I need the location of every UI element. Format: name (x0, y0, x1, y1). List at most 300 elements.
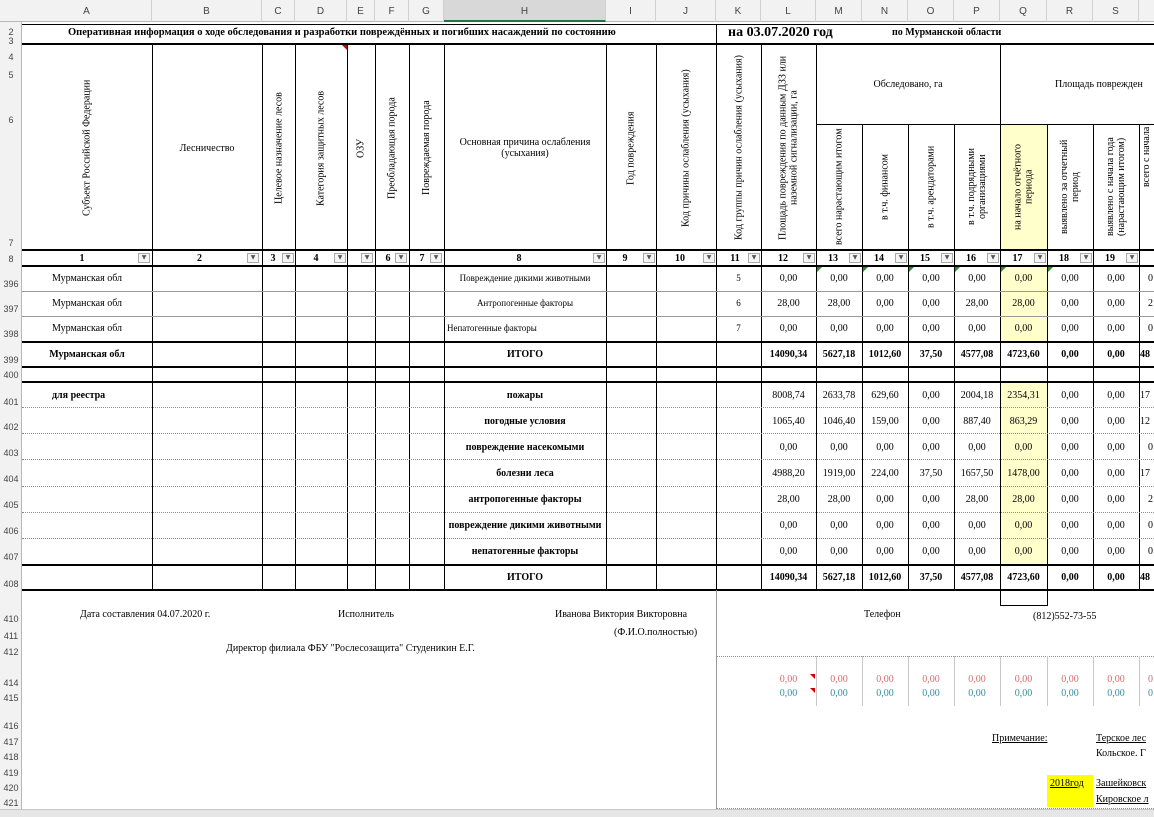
column-header-S[interactable]: S (1093, 0, 1139, 22)
cell-marker (1048, 267, 1053, 272)
cell-value[interactable]: 0,00 (1061, 323, 1079, 334)
row-number[interactable]: 420 (3, 783, 19, 793)
grid-line (375, 44, 376, 590)
check-cell[interactable]: 0,00 (968, 674, 986, 685)
cell-value[interactable]: 0,00 (1107, 545, 1125, 557)
cell-value[interactable]: 1065,40 (772, 415, 805, 427)
grid-line (347, 44, 348, 590)
cell-value[interactable]: 4577,08 (960, 571, 994, 583)
cell-value[interactable]: 0,00 (1107, 415, 1125, 427)
cell-value[interactable]: 0,00 (876, 545, 894, 557)
cell-value[interactable]: 0,00 (830, 545, 848, 557)
row-number[interactable]: 419 (3, 768, 19, 778)
column-header-Q[interactable]: Q (1000, 0, 1047, 22)
cell-value[interactable]: 1012,60 (868, 348, 902, 360)
cell-value[interactable]: 28,00 (777, 493, 800, 505)
grid-line (262, 44, 263, 590)
cell-value[interactable]: 28,00 (1012, 493, 1035, 505)
check-cell[interactable]: 0 (1148, 688, 1153, 699)
check-cell[interactable]: 0,00 (1107, 674, 1125, 685)
grid-line (1047, 656, 1048, 706)
cell-value[interactable]: 0 (1148, 323, 1153, 334)
row-number[interactable]: 2 (8, 27, 14, 37)
check-cell[interactable]: 0,00 (1061, 688, 1079, 699)
column-header-M[interactable]: M (816, 0, 862, 22)
column-header-I[interactable]: I (606, 0, 656, 22)
column-header-B[interactable]: B (152, 0, 262, 22)
filter-dropdown-button[interactable]: ▼ (643, 253, 655, 263)
grid-line (1000, 656, 1001, 706)
footer-executor-label: Исполнитель (338, 609, 394, 620)
row-number[interactable]: 399 (3, 355, 19, 365)
filter-dropdown-button[interactable]: ▼ (334, 253, 346, 263)
cell-value[interactable]: 1478,00 (1007, 467, 1040, 479)
cell-value[interactable]: 0,00 (1014, 323, 1033, 334)
check-cell[interactable]: 0 (1148, 674, 1153, 685)
filter-dropdown-button[interactable]: ▼ (247, 253, 259, 263)
cell-value[interactable]: 0,00 (1107, 273, 1125, 284)
cell-value[interactable]: 0,00 (922, 273, 940, 284)
cell-value[interactable]: 863,29 (1009, 415, 1038, 427)
cell-value[interactable]: 0,00 (922, 519, 940, 531)
cell-value[interactable]: 0,00 (1061, 415, 1079, 427)
cell-value[interactable]: 48 (1140, 571, 1150, 583)
cell-value[interactable]: 37,50 (919, 348, 943, 360)
grid-line (1139, 656, 1140, 706)
column-header-N[interactable]: N (862, 0, 908, 22)
cell-value[interactable]: 4723,60 (1007, 571, 1040, 583)
filter-dropdown-button[interactable]: ▼ (395, 253, 407, 263)
grid-line (22, 43, 1154, 45)
header-damage-area: Площадь поврежден (1055, 78, 1143, 90)
cell-value[interactable]: 0,00 (779, 273, 798, 284)
column-header-C[interactable]: C (262, 0, 295, 22)
column-header-H[interactable]: H (444, 0, 606, 22)
row-number[interactable]: 405 (3, 500, 19, 510)
cell-value[interactable]: 2633,78 (822, 389, 856, 401)
cell-value[interactable]: 0,00 (1107, 467, 1125, 479)
cell-value[interactable]: 0,00 (1061, 441, 1079, 453)
filter-dropdown-button[interactable]: ▼ (803, 253, 815, 263)
row-number[interactable]: 407 (3, 552, 19, 562)
footer-phone: (812)552-73-55 (1033, 611, 1097, 622)
header-financed: в т.ч. финансом (879, 154, 891, 220)
column-header-R[interactable]: R (1047, 0, 1093, 22)
cell-value[interactable]: 0,00 (876, 441, 894, 453)
cell-value[interactable]: 1012,60 (868, 571, 902, 583)
registry-label[interactable]: для реестра (52, 389, 106, 401)
cell-value[interactable]: 0,00 (968, 545, 986, 557)
header-contract: в т.ч. подрядными организациями (966, 148, 988, 226)
cell-cause[interactable]: непатогенные факторы (471, 545, 579, 557)
column-header-O[interactable]: O (908, 0, 954, 22)
grid-line (816, 656, 817, 706)
col-number: 10 (675, 252, 685, 264)
grid-line (409, 44, 410, 590)
note-zash[interactable]: Зашейковск (1096, 778, 1147, 789)
cell-value[interactable]: 0,00 (1014, 273, 1033, 284)
cell-value[interactable]: 0,00 (1061, 467, 1079, 479)
cell-value[interactable]: 0 (1148, 545, 1153, 557)
cell-value[interactable]: 28,00 (827, 298, 851, 309)
cell-value[interactable]: 0,00 (922, 389, 940, 401)
cell-value[interactable]: 0,00 (1107, 441, 1125, 453)
grid-line (716, 590, 717, 810)
cell-value[interactable]: 28,00 (827, 493, 851, 505)
filter-dropdown-button[interactable]: ▼ (703, 253, 715, 263)
row-number[interactable]: 410 (3, 614, 19, 624)
row-number[interactable]: 406 (3, 526, 19, 536)
filter-dropdown-button[interactable]: ▼ (849, 253, 861, 263)
cell-value[interactable]: 4723,60 (1007, 348, 1040, 360)
grid-line (152, 44, 153, 590)
cell-cause[interactable]: пожары (506, 389, 544, 401)
check-cell[interactable]: 0,00 (779, 688, 798, 699)
header-forestry: Лесничество (179, 142, 235, 154)
cell-value[interactable]: 0,00 (830, 273, 848, 284)
cell-value[interactable]: 0,00 (922, 441, 940, 453)
row-number[interactable]: 398 (3, 329, 19, 339)
header-year: Год повреждения (625, 111, 637, 185)
cell-value[interactable]: 0 (1148, 441, 1153, 453)
cell-value[interactable]: 28,00 (965, 298, 989, 309)
check-cell[interactable]: 0,00 (830, 674, 848, 685)
cell-cause[interactable]: антропогенные факторы (468, 493, 582, 505)
col-number: 14 (874, 252, 884, 264)
cell-cause[interactable]: повреждение дикими животными (448, 519, 602, 531)
grid-line (22, 24, 1154, 25)
cell-value[interactable]: 2 (1148, 298, 1153, 309)
grid-line (908, 656, 909, 706)
note-label: Примечание: (992, 733, 1048, 744)
header-start-period: на начало отчётного периода (1012, 144, 1035, 231)
cell-value[interactable]: 8008,74 (772, 389, 805, 401)
header-total-start: всего с начала (1141, 127, 1152, 188)
cell-value[interactable]: 0,00 (1014, 441, 1033, 453)
cell-value[interactable]: 0,00 (968, 273, 986, 284)
col-number: 3 (270, 252, 276, 264)
row-number[interactable]: 401 (3, 397, 19, 407)
cell-value[interactable]: 14090,34 (769, 571, 808, 583)
cell-value[interactable]: 4988,20 (772, 467, 805, 479)
row-number[interactable]: 4 (8, 52, 14, 62)
cell-subject[interactable]: Мурманская обл (49, 348, 125, 360)
cell-value[interactable]: 0 (1148, 519, 1153, 531)
cell-marker (863, 267, 868, 272)
cell-value[interactable]: 0,00 (1061, 348, 1079, 360)
cell-value[interactable]: 0,00 (830, 519, 848, 531)
header-damaged: Повреждаемая порода (421, 100, 432, 196)
row-number[interactable]: 415 (3, 693, 19, 703)
cell-value[interactable]: 17 (1140, 389, 1150, 401)
cell-value[interactable]: 0,00 (922, 493, 940, 505)
header-area-dzz: Площадь повреждения по данным ДЗЗ или наземной сигнализации, га (777, 55, 800, 241)
col-number: 7 (419, 252, 425, 264)
cell-value[interactable]: 0,00 (779, 519, 798, 531)
report-region: по Мурманской области (892, 27, 1002, 38)
header-purpose: Целевое назначение лесов (273, 92, 285, 204)
cell-value[interactable]: 5627,18 (822, 348, 856, 360)
check-cell[interactable]: 0,00 (1014, 674, 1033, 685)
check-cell[interactable]: 0,00 (830, 688, 848, 699)
filter-dropdown-button[interactable]: ▼ (1126, 253, 1138, 263)
filter-dropdown-button[interactable]: ▼ (1080, 253, 1092, 263)
header-protect-category: Категория защитных лесов (315, 90, 327, 206)
cell-subject[interactable]: Мурманская обл (51, 273, 123, 284)
row-line (22, 589, 1154, 591)
col-number: 2 (197, 252, 202, 264)
column-header-K[interactable]: K (716, 0, 761, 22)
row-number[interactable]: 408 (3, 579, 19, 589)
col-number: 11 (730, 252, 740, 264)
grid-line (862, 656, 863, 706)
cell-cause[interactable]: ИТОГО (507, 348, 543, 360)
cell-value[interactable]: 0,00 (1061, 493, 1079, 505)
cell-value[interactable]: 48 (1140, 348, 1150, 360)
header-cause-code: Код причины ослабления (усыхания) (680, 69, 692, 227)
grid-line (656, 44, 657, 590)
report-date: на 03.07.2020 год (728, 25, 833, 40)
cell-value[interactable]: 4577,08 (960, 348, 994, 360)
cell-value[interactable]: 0,00 (1107, 323, 1125, 334)
cell-value[interactable]: 17 (1140, 467, 1150, 479)
cell-value[interactable]: 1046,40 (822, 415, 856, 427)
col-number: 1 (79, 252, 85, 264)
column-header-J[interactable]: J (656, 0, 716, 22)
cell-value[interactable]: 0,00 (1061, 571, 1079, 583)
check-cell[interactable]: 0,00 (1107, 688, 1125, 699)
cell-subject[interactable]: Мурманская обл (51, 298, 123, 309)
cell-value[interactable]: 0,00 (1061, 519, 1079, 531)
header-found-period: выявлено за отчетный период (1059, 139, 1081, 235)
grid-line (1000, 605, 1047, 606)
cell-value[interactable]: 0,00 (1107, 389, 1125, 401)
col-number: 16 (966, 252, 976, 264)
check-cell[interactable]: 0,00 (968, 688, 986, 699)
cell-group-code[interactable]: 7 (736, 323, 741, 333)
cell-marker (955, 267, 960, 272)
column-header-D[interactable]: D (295, 0, 347, 22)
grid-line (606, 44, 607, 590)
cell-value[interactable]: 0,00 (1107, 519, 1125, 531)
filter-dropdown-button[interactable]: ▼ (138, 253, 150, 263)
comment-marker (342, 45, 347, 50)
cell-value[interactable]: 14090,34 (769, 348, 808, 360)
cell-value[interactable]: 0,00 (830, 441, 848, 453)
column-header-P[interactable]: P (954, 0, 1000, 22)
column-header-L[interactable]: L (761, 0, 816, 22)
cell-value[interactable]: 0,00 (1061, 298, 1079, 309)
cell-value[interactable]: 0,00 (922, 323, 940, 334)
cell-value[interactable]: 0,00 (1107, 571, 1125, 583)
row-number[interactable]: 417 (3, 737, 19, 747)
check-cell[interactable]: 0,00 (1014, 688, 1033, 699)
filter-dropdown-button[interactable]: ▼ (430, 253, 442, 263)
cell-value[interactable]: 0,00 (779, 545, 798, 557)
cell-value[interactable]: 0,00 (876, 273, 894, 284)
row-number[interactable]: 418 (3, 752, 19, 762)
column-header-A[interactable]: A (22, 0, 152, 22)
check-cell[interactable]: 0,00 (922, 688, 940, 699)
cell-value[interactable]: 0,00 (968, 323, 986, 334)
cell-value[interactable]: 0,00 (968, 441, 986, 453)
cell-marker (817, 267, 822, 272)
cell-value[interactable]: 2 (1148, 493, 1153, 505)
row-number[interactable]: 402 (3, 422, 19, 432)
cell-value[interactable]: 0,00 (1014, 519, 1033, 531)
cell-value[interactable]: 1657,50 (960, 467, 994, 479)
cell-cause[interactable]: болезни леса (496, 467, 554, 479)
row-number[interactable]: 7 (8, 238, 14, 248)
cell-group-code[interactable]: 6 (736, 298, 741, 308)
footer-phone-label: Телефон (864, 609, 901, 620)
col-number: 15 (920, 252, 930, 264)
cell-value[interactable]: 0 (1148, 273, 1153, 284)
col-number: 4 (313, 252, 319, 264)
cell-group-code[interactable]: 5 (736, 273, 741, 283)
col-number: 12 (778, 252, 788, 264)
cell-marker (909, 267, 914, 272)
row-number[interactable]: 6 (8, 115, 14, 125)
row-number[interactable]: 8 (8, 254, 14, 264)
cell-value[interactable]: 28,00 (1012, 298, 1035, 309)
footer-director: Директор филиала ФБУ "Рослесозащита" Студеникин Е.Г. (226, 643, 475, 654)
column-header-E[interactable]: E (347, 0, 375, 22)
cell-value[interactable]: 159,00 (871, 415, 899, 427)
check-cell[interactable]: 0,00 (779, 674, 798, 685)
footer-date: Дата составления 04.07.2020 г. (80, 609, 211, 620)
cell-value[interactable]: 37,50 (919, 467, 943, 479)
col-number: 8 (516, 252, 522, 264)
cell-cause[interactable]: Повреждение дикими животными (459, 273, 591, 283)
cell-value[interactable]: 0,00 (922, 415, 940, 427)
row-number[interactable]: 411 (3, 631, 19, 641)
note-kirov[interactable]: Кировское л (1096, 794, 1149, 805)
header-total-cumulative: всего нарастающим итогом (833, 128, 845, 246)
header-group-code: Код группы причин ослабления (усыхания) (733, 55, 745, 241)
cell-cause[interactable]: ИТОГО (507, 571, 543, 583)
cell-marker (1001, 267, 1006, 272)
cell-value[interactable]: 0,00 (1061, 545, 1079, 557)
cell-subject[interactable]: Мурманская обл (51, 323, 123, 334)
cell-value[interactable]: 629,60 (871, 389, 899, 401)
cell-value[interactable]: 37,50 (919, 571, 943, 583)
check-cell[interactable]: 0,00 (922, 674, 940, 685)
filter-dropdown-button[interactable]: ▼ (361, 253, 373, 263)
cell-value[interactable]: 0,00 (1061, 389, 1079, 401)
row-line (716, 656, 1154, 657)
row-number[interactable]: 400 (3, 370, 19, 380)
col-number: 19 (1105, 252, 1115, 264)
cell-value[interactable]: 0,00 (830, 323, 848, 334)
row-number[interactable]: 5 (8, 70, 14, 80)
footer-fio-label: (Ф.И.О.полностью) (614, 627, 698, 638)
row-number[interactable]: 397 (3, 304, 19, 314)
check-cell[interactable]: 0,00 (876, 674, 894, 685)
cell-cause[interactable]: Непатогенные факторы (447, 323, 537, 333)
row-number[interactable]: 403 (3, 448, 19, 458)
grid-line (954, 656, 955, 706)
cell-value[interactable]: 1919,00 (822, 467, 856, 479)
grid-line (816, 124, 1154, 125)
sheet-tab-bar[interactable] (0, 809, 1154, 817)
cell-value[interactable]: 5627,18 (822, 571, 856, 583)
row-number[interactable]: 412 (3, 647, 19, 657)
filter-dropdown-button[interactable]: ▼ (593, 253, 605, 263)
filter-dropdown-button[interactable]: ▼ (941, 253, 953, 263)
header-subject: Субъект Российской Федерации (81, 79, 93, 217)
row-number[interactable]: 421 (3, 798, 19, 808)
cell-value[interactable]: 0,00 (1107, 348, 1125, 360)
cell-value[interactable]: 28,00 (777, 298, 800, 309)
row-number[interactable]: 414 (3, 678, 19, 688)
cell-value[interactable]: 224,00 (871, 467, 899, 479)
cell-value[interactable]: 0,00 (922, 298, 940, 309)
grid-line (295, 44, 296, 590)
cell-value[interactable]: 0,00 (1107, 493, 1125, 505)
cell-value[interactable]: 2354,31 (1007, 389, 1040, 401)
cell-value[interactable]: 12 (1140, 415, 1150, 427)
header-found-year: выявлено с начала года (нарастающим итогом) (1105, 137, 1127, 237)
filter-dropdown-button[interactable]: ▼ (748, 253, 760, 263)
cell-cause[interactable]: Антропогенные факторы (476, 298, 574, 308)
row-number[interactable]: 3 (8, 36, 14, 46)
cell-value[interactable]: 2004,18 (960, 389, 994, 401)
col-number: 18 (1059, 252, 1069, 264)
cell-value[interactable]: 0,00 (779, 441, 798, 453)
col-number: 17 (1012, 252, 1023, 264)
cell-cause[interactable]: повреждение насекомыми (465, 441, 585, 453)
note-year-2018[interactable]: 2018год (1050, 778, 1084, 789)
cell-value[interactable]: 0,00 (922, 545, 940, 557)
cell-value[interactable]: 0,00 (779, 323, 798, 334)
cell-value[interactable]: 0,00 (1014, 545, 1033, 557)
header-dominant: Преобладающая порода (386, 97, 398, 199)
cell-value[interactable]: 0,00 (1061, 273, 1079, 284)
col-number: 6 (385, 252, 391, 264)
cell-value[interactable]: 28,00 (965, 493, 989, 505)
filter-dropdown-button[interactable]: ▼ (282, 253, 294, 263)
note-tersk[interactable]: Терское лес (1096, 733, 1147, 744)
cell-cause[interactable]: погодные условия (484, 415, 566, 427)
report-title: Оперативная информация о ходе обследования и разработки повреждённых и погибших насаждений по состоянию (68, 27, 616, 38)
footer-executor-name: Иванова Виктория Викторовна (555, 609, 688, 620)
cell-value[interactable]: 0,00 (876, 298, 894, 309)
cell-value[interactable]: 0,00 (1107, 298, 1125, 309)
check-cell[interactable]: 0,00 (1061, 674, 1079, 685)
column-header-G[interactable]: G (409, 0, 444, 22)
row-number[interactable]: 404 (3, 474, 19, 484)
row-number[interactable]: 416 (3, 721, 19, 731)
header-ozu: ОЗУ (355, 138, 367, 158)
column-header-F[interactable]: F (375, 0, 409, 22)
row-number[interactable]: 396 (3, 279, 19, 289)
cell-value[interactable]: 0,00 (968, 519, 986, 531)
cell-value[interactable]: 0,00 (876, 323, 894, 334)
header-rental: в т.ч. арендаторами (925, 145, 937, 229)
cell-value[interactable]: 0,00 (876, 519, 894, 531)
col-number: 9 (622, 252, 628, 264)
filter-dropdown-button[interactable]: ▼ (895, 253, 907, 263)
header-surveyed: Обследовано, га (873, 78, 943, 90)
note-kolsk[interactable]: Кольское. Г (1096, 748, 1146, 759)
check-cell[interactable]: 0,00 (876, 688, 894, 699)
cell-value[interactable]: 887,40 (963, 415, 991, 427)
cell-value[interactable]: 0,00 (876, 493, 894, 505)
filter-dropdown-button[interactable]: ▼ (1034, 253, 1046, 263)
filter-dropdown-button[interactable]: ▼ (987, 253, 999, 263)
grid-line (1093, 656, 1094, 706)
